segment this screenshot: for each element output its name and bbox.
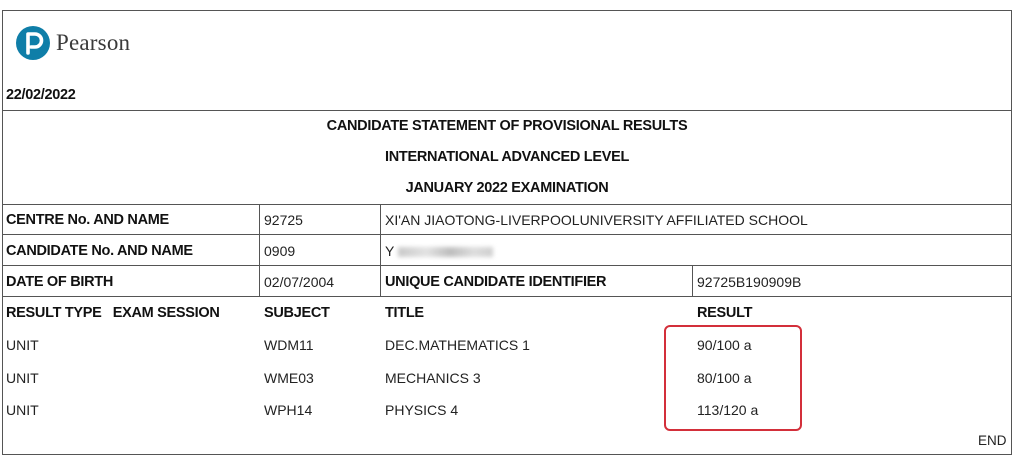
result-type: UNIT bbox=[6, 370, 39, 386]
redacted-name bbox=[398, 247, 493, 257]
results-document bbox=[2, 10, 1012, 455]
centre-name: XI'AN JIAOTONG-LIVERPOOLUNIVERSITY AFFILIATED SCHOOL bbox=[385, 212, 808, 228]
divider bbox=[2, 110, 1012, 111]
results-highlight-box bbox=[664, 325, 802, 431]
subject-title: DEC.MATHEMATICS 1 bbox=[385, 337, 530, 353]
statement-date: 22/02/2022 bbox=[6, 87, 76, 103]
subject-title: MECHANICS 3 bbox=[385, 370, 481, 386]
subject-code: WPH14 bbox=[264, 402, 313, 418]
column-divider bbox=[259, 204, 260, 296]
subject-code: WDM11 bbox=[264, 337, 314, 353]
subject-code: WME03 bbox=[264, 370, 314, 386]
centre-number: 92725 bbox=[264, 212, 303, 228]
result-type: UNIT bbox=[6, 337, 39, 353]
candidate-name bbox=[385, 243, 493, 259]
subject-header: SUBJECT bbox=[264, 305, 330, 321]
divider bbox=[2, 204, 1012, 205]
uci-value: 92725B190909B bbox=[697, 274, 802, 290]
column-divider bbox=[380, 204, 381, 296]
exam-session-heading: JANUARY 2022 EXAMINATION bbox=[405, 180, 609, 196]
divider bbox=[2, 296, 1012, 297]
qualification-level: INTERNATIONAL ADVANCED LEVEL bbox=[384, 149, 629, 165]
title-header: TITLE bbox=[385, 305, 424, 321]
dob-value: 02/07/2004 bbox=[264, 274, 335, 290]
result-score: 113/120 a bbox=[697, 402, 759, 418]
document-title: CANDIDATE STATEMENT OF PROVISIONAL RESULTS bbox=[326, 118, 688, 134]
dob-label: DATE OF BIRTH bbox=[6, 274, 113, 290]
uci-label: UNIQUE CANDIDATE IDENTIFIER bbox=[385, 274, 607, 290]
logo-text: Pearson bbox=[56, 30, 131, 55]
column-divider bbox=[692, 265, 693, 296]
candidate-number: 0909 bbox=[264, 243, 296, 259]
result-score: 80/100 a bbox=[697, 370, 752, 386]
candidate-label: CANDIDATE No. AND NAME bbox=[6, 243, 193, 259]
result-score: 90/100 a bbox=[697, 337, 752, 353]
result-header: RESULT bbox=[697, 305, 753, 321]
result-type: UNIT bbox=[6, 402, 39, 418]
divider bbox=[2, 234, 1012, 235]
pearson-logo bbox=[16, 26, 130, 60]
result-type-session-header: RESULT TYPE EXAM SESSION bbox=[6, 305, 220, 321]
divider bbox=[2, 265, 1012, 266]
candidate-name-initial: Y bbox=[385, 243, 395, 259]
centre-label: CENTRE No. AND NAME bbox=[6, 212, 169, 228]
pearson-p-icon bbox=[16, 26, 50, 60]
end-marker: END bbox=[978, 433, 1007, 448]
subject-title: PHYSICS 4 bbox=[385, 402, 459, 418]
